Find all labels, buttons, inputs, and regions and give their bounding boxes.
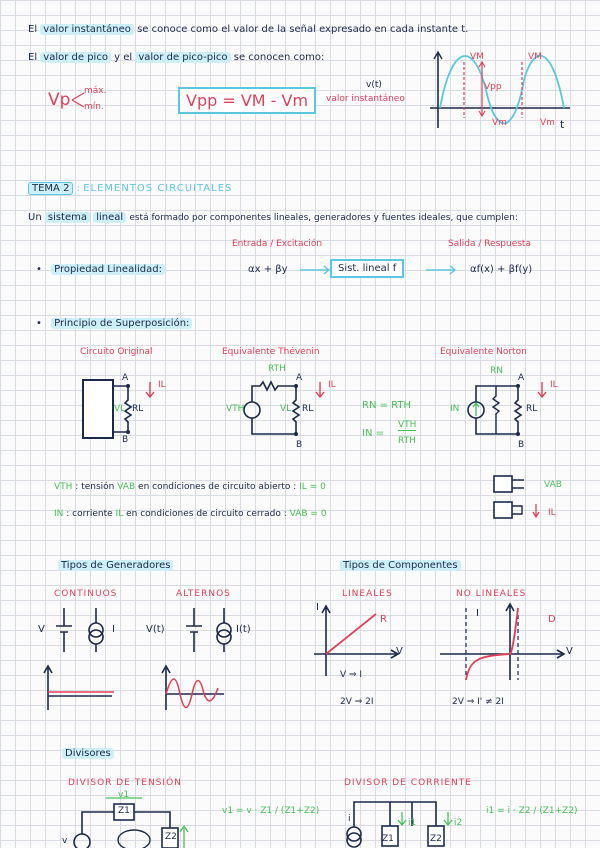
propiedad-linealidad [36,264,165,275]
intro-line-1 [28,24,468,35]
voltage-divider-diagram [60,792,200,848]
highlight-sistema: sistema [45,212,90,223]
i2-label: i2 [454,818,463,828]
rel-lineal-1: V ⇒ I [340,670,363,680]
eq-in-lhs: IN = [362,428,384,439]
input-expression: αx + βy [248,264,288,275]
rl-label-n: RL [526,404,538,414]
node-a-th: A [296,373,303,383]
graph-vm-1: VM [470,52,484,62]
output-expression: αf(x) + βf(y) [470,264,533,275]
text: Propiedad Linealidad: [51,264,165,275]
tema-title: ELEMENTOS CIRCUITALES [83,183,233,194]
axis-i-nonlinear: I [476,608,479,619]
text: El [28,24,38,35]
text: Principio de Superposición: [51,318,192,329]
z1-label: Z1 [118,806,130,816]
in-label: IN [450,404,460,414]
node-b: B [122,435,129,445]
il-symbol: IL [115,509,124,519]
vp-min: mín. [84,102,104,112]
il-label-th: IL [328,380,336,390]
vl-label: VL [114,404,126,414]
rth-label: RTH [268,364,286,374]
node-b-th: B [296,440,303,450]
current-divider-diagram [340,796,463,848]
linear-system-definition [28,212,518,223]
side-vab: VAB [544,480,562,490]
vth-label: VTH [226,404,245,414]
gen-vt-label: V(t) [146,624,165,635]
text: Un [28,212,42,223]
vp-symbol: Vp [48,90,71,110]
highlight-valor-instantaneo: valor instantáneo [40,24,134,35]
highlight-valor-pico-pico: valor de pico-pico [135,52,230,63]
graph-vm-min-2: Vm [540,118,555,128]
continuos-label: CONTINUOS [54,589,118,599]
i1-label: i1 [408,818,417,828]
vab-symbol: VAB [117,482,136,492]
generator-signal-plots [40,664,270,714]
vp-max: máx. [84,86,107,96]
vl-label-th: VL [280,404,292,414]
intro-line-2 [28,52,324,63]
node-a-n: A [518,373,525,383]
graph-vm-min-1: Vm [492,118,507,128]
tema-tag: TEMA 2 [28,182,73,195]
divisor-tension-label: DIVISOR DE TENSIÓN [68,778,182,788]
entrada-label: Entrada / Excitación [232,239,323,249]
open-circuit-condition: IL = 0 [299,482,326,492]
vt-caption: valor instantáneo [326,94,405,104]
text: en condiciones de circuito cerrado : [126,509,287,519]
formula-voltage-divider: v1 = v · Z1 / (Z1+Z2) [222,806,320,816]
highlight-valor-de-pico: valor de pico [40,52,111,63]
text: se conocen como: [233,52,325,63]
circuito-original-label: Circuito Original [80,347,153,357]
formula-current-divider: i1 = i · Z2 / (Z1+Z2) [486,806,578,816]
highlight-lineal: lineal [93,212,126,223]
text: se conoce como el valor de la señal expresado en cada instante t. [137,24,469,35]
closed-circuit-condition: VAB = 0 [289,509,327,519]
z2-label-i: Z2 [430,834,442,844]
vth-definition [54,482,326,492]
rel-no-lineal: 2V ⇒ I' ≠ 2I [452,697,504,707]
graph-t-label: t [560,118,565,131]
vp-branch-icon [70,90,86,110]
v-source-label: v [62,836,68,846]
z2-label: Z2 [165,832,177,842]
thevenin-label: Equivalente Thévenin [222,347,320,357]
rl-label-th: RL [302,404,314,414]
graph-vm-2: VM [528,52,542,62]
r-label: R [380,614,387,625]
node-b-n: B [518,440,525,450]
salida-label: Salida / Respuesta [448,239,531,249]
alternos-label: ALTERNOS [176,589,231,599]
norton-circuit-diagram [462,376,562,446]
v1-label: v1 [118,790,130,800]
il-label: IL [158,380,166,390]
system-box: Sist. lineal f [330,259,404,278]
gen-v-label: V [38,624,45,635]
rn-label: RN [490,366,503,376]
text: : corriente [66,509,113,519]
text: El [28,52,38,63]
lineales-label: LINEALES [342,589,393,599]
in-definition [54,509,327,519]
vt-label: v(t) [366,80,382,90]
eq-in-denominator: RTH [398,436,416,446]
rl-label: RL [132,404,144,414]
norton-label: Equivalente Norton [440,347,527,357]
graph-vpp: Vpp [484,82,502,92]
d-label: D [548,614,556,625]
eq-in-numerator: VTH [398,420,417,430]
text: : tensión [75,482,115,492]
text: y el [114,52,133,63]
eq-rn-rth: RN = RTH [362,400,412,411]
divisores-title: Divisores [62,748,114,759]
i-source-label: i [348,814,351,824]
axis-i-linear: I [316,602,319,613]
side-il: IL [548,508,556,518]
vpp-formula: Vpp = VM - Vm [178,87,316,114]
gen-it-label: I(t) [236,624,251,635]
rel-lineal-2: 2V ⇒ 2I [340,697,374,707]
no-lineales-label: NO LINEALES [456,589,527,599]
z1-label-i: Z1 [382,834,394,844]
principio-superposicion [36,318,192,329]
terminal-sketches [492,474,552,522]
generator-symbols [50,606,270,656]
generadores-title: Tipos de Generadores [58,560,173,571]
divisor-corriente-label: DIVISOR DE CORRIENTE [344,778,472,788]
il-label-n: IL [550,380,558,390]
tema2-heading: TEMA 2 : ELEMENTOS CIRCUITALES [28,183,232,194]
axis-v-linear: V [396,646,403,657]
text: está formado por componentes lineales, generadores y fuentes ideales, que cumplen: [129,213,518,223]
in-symbol: IN [54,509,64,519]
componentes-title: Tipos de Componentes [340,560,461,571]
gen-i-label: I [112,624,115,635]
axis-v-nonlinear: V [566,646,573,657]
text: en condiciones de circuito abierto : [138,482,297,492]
node-a: A [122,373,129,383]
vth-symbol: VTH [54,482,73,492]
